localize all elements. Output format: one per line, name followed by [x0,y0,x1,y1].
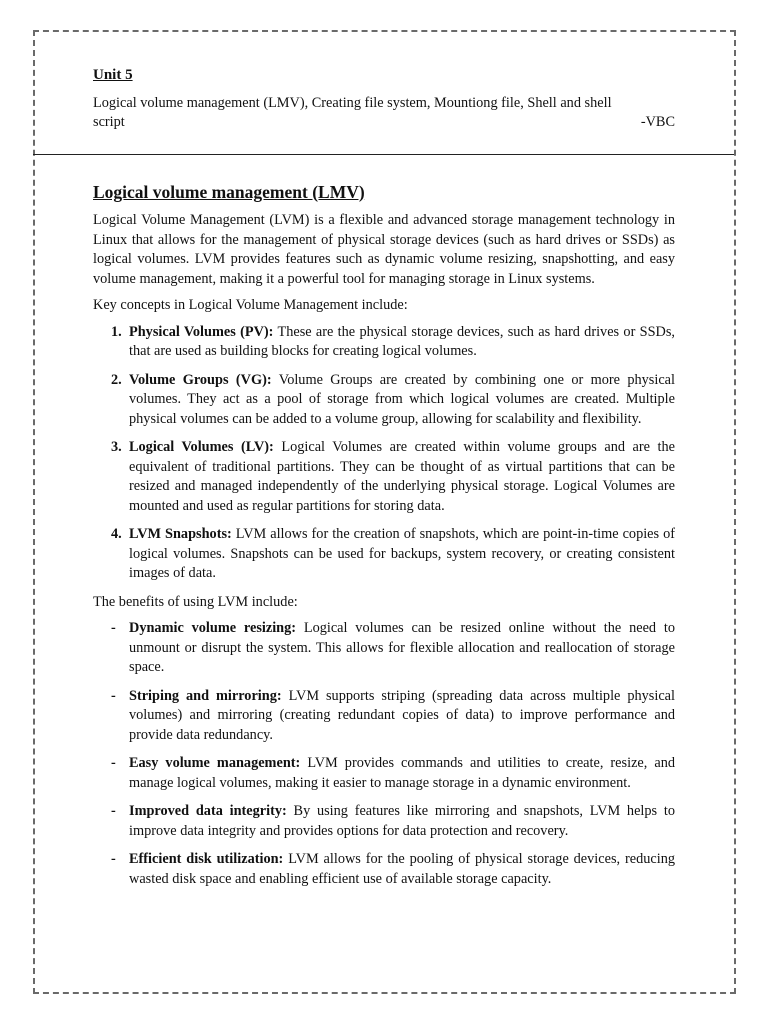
list-text: LVM allows for the pooling of physical storage devices, reducing wasted disk space and enabling efficient use of available storage capacity. [129,851,675,887]
list-item [93,371,675,430]
author-initials: -VBC [640,114,675,130]
list-item [93,525,675,584]
list-term: Volume Groups (VG): [129,371,272,388]
list-term: LVM Snapshots: [129,526,232,542]
list-marker: - [111,620,116,636]
list-text: Logical Volumes are created within volume groups and are the equivalent of traditional partitions. They can be thought of as virtual partitions that can be resized and managed independently of the underlying physical storage. Logical Volumes are mounted and used as regular partitions for storing data. [129,439,675,514]
benefits-intro: The benefits of using LVM include: [93,593,298,610]
list-term: Physical Volumes (PV): [129,323,274,340]
unit-topics: Logical volume management (LMV), Creating file system, Mountiong file, Shell and shell [93,94,612,111]
unit-topics-tail: script [93,114,125,130]
list-marker: - [111,803,116,819]
list-marker: 2. [111,371,122,388]
list-text: LVM allows for the creation of snapshots, which are point-in-time copies of logical volumes. Snapshots can be used for backups, system recovery, or creating consistent images of data. [129,526,675,581]
list-text: These are the physical storage devices, such as hard drives or SSDs, that are used as building blocks for creating logical volumes. [129,323,676,359]
unit-title: Unit 5 [93,67,133,83]
list-item [93,687,675,746]
intro-paragraph: Logical Volume Management (LVM) is a flexible and advanced storage management technology in Linux that allows for the management of physical storage devices (such as hard drives or SSDs) as logical volumes. LVM provides features such as dynamic volume resizing, snapshotting, and easy volume management, making it a powerful tool for managing storage in Linux systems. [93,212,675,287]
concepts-list [93,323,675,584]
list-text: LVM provides commands and utilities to create, resize, and manage logical volumes, making it easier to manage storage in a dynamic environment. [129,755,675,791]
list-item [93,802,675,841]
benefits-list [93,619,675,889]
list-text: Volume Groups are created by combining one or more physical volumes. They act as a pool of storage from which logical volumes are created. Multiple physical volumes can be added to a volume group, allowing for scalability and flexibility. [129,371,675,427]
list-item [93,619,675,678]
concepts-intro: Key concepts in Logical Volume Management include: [93,297,408,313]
list-text: By using features like mirroring and snapshots, LVM helps to improve data integrity and provides options for data protection and recovery. [129,803,675,839]
list-marker: - [111,755,116,771]
list-term: Striping and mirroring: [129,687,282,704]
unit-topics-continuation [93,113,675,133]
document-body [93,66,675,898]
list-item [93,850,675,889]
list-term: Dynamic volume resizing: [129,620,297,636]
list-marker: - [111,687,116,704]
list-marker: 4. [111,526,122,542]
list-item [93,438,675,516]
list-item [93,754,675,793]
list-marker: 1. [111,323,122,340]
list-term: Improved data integrity: [129,803,287,819]
list-marker: - [111,851,116,867]
list-marker: 3. [111,439,122,455]
list-text: LVM supports striping (spreading data across multiple physical volumes) and mirroring (creating redundant copies of data) to improve performance and provide data redundancy. [129,687,675,743]
list-term: Efficient disk utilization: [129,851,284,867]
section-title: Logical volume management (LMV) [93,181,365,202]
list-item [93,323,675,362]
list-text: Logical volumes can be resized online without the need to unmount or disrupt the system. This allows for flexible allocation and reallocation of storage space. [129,620,675,675]
list-term: Easy volume management: [129,755,301,771]
list-term: Logical Volumes (LV): [129,439,274,455]
